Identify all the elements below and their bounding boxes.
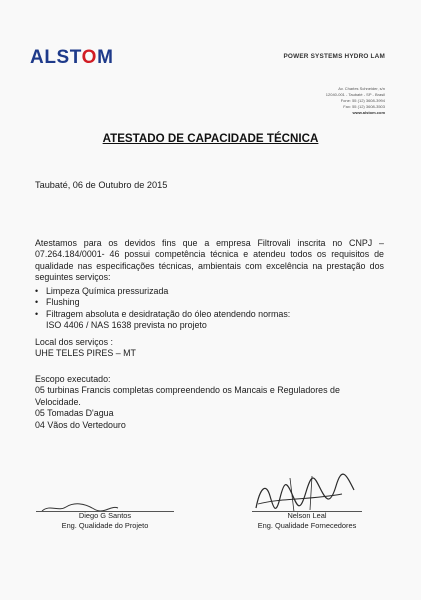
signature-right: [240, 511, 374, 530]
services-list: [35, 286, 375, 332]
document-date: Taubaté, 06 de Outubro de 2015: [35, 180, 168, 190]
signer-name: Diego G Santos: [78, 511, 132, 520]
bullet-icon: •: [35, 286, 39, 296]
company-address: [235, 86, 385, 116]
service-location: [35, 337, 136, 360]
address-line: Av. Charles Schneider, s/n: [338, 86, 385, 91]
fax-line: Fax: 55 (12) 3608-3503: [343, 104, 385, 109]
website-line: www.alstom.com: [352, 110, 385, 115]
phone-line: Fone: 55 (12) 3608-3994: [340, 98, 385, 103]
document-title: ATESTADO DE CAPACIDADE TÉCNICA: [102, 132, 319, 145]
list-item: • Limpeza Química pressurizada: [35, 286, 169, 296]
signer-name: Nelson Leal: [287, 511, 327, 520]
scope-label: Escopo executado:: [35, 374, 111, 384]
bullet-icon: •: [35, 297, 39, 308]
signature-left: [36, 511, 174, 530]
list-item-detail: ISO 4406 / NAS 1638 prevista no projeto: [46, 320, 207, 331]
list-item: • Filtragem absoluta e desidratação do óleo atendendo normas: ISO 4406 / NAS 1638 prevista no projeto: [35, 309, 375, 332]
location-label: Local dos serviços :: [35, 337, 113, 347]
signer-role: Eng. Qualidade Fornecedores: [257, 520, 357, 530]
scope-item: 05 Tomadas D'agua: [35, 408, 114, 419]
bullet-icon: •: [35, 308, 39, 319]
location-value: UHE TELES PIRES – MT: [35, 348, 136, 359]
list-item: • Flushing: [35, 297, 80, 308]
scope-item: 05 turbinas Francis completas compreendendo os Mancais e Reguladores de Velocidade.: [35, 385, 340, 407]
scope-section: [35, 374, 384, 431]
attestation-paragraph: Atestamos para os devidos fins que a empresa Filtrovali inscrita no CNPJ – 07.264.184/0001- 46 possui competência técnica e atendeu todos os requisitos de qualidade nas especificações técnicas, ambientais com excelência na prestação dos seguintes serviços:: [35, 238, 384, 283]
division-name: POWER SYSTEMS HYDRO LAM: [283, 53, 385, 60]
alstom-logo: ALSTOM: [30, 47, 114, 68]
scope-item: 04 Vãos do Vertedouro: [35, 419, 126, 430]
address-line: 12040-001 - Taubaté - SP - Brasil: [325, 92, 385, 97]
signer-role: Eng. Qualidade do Projeto: [61, 520, 149, 530]
